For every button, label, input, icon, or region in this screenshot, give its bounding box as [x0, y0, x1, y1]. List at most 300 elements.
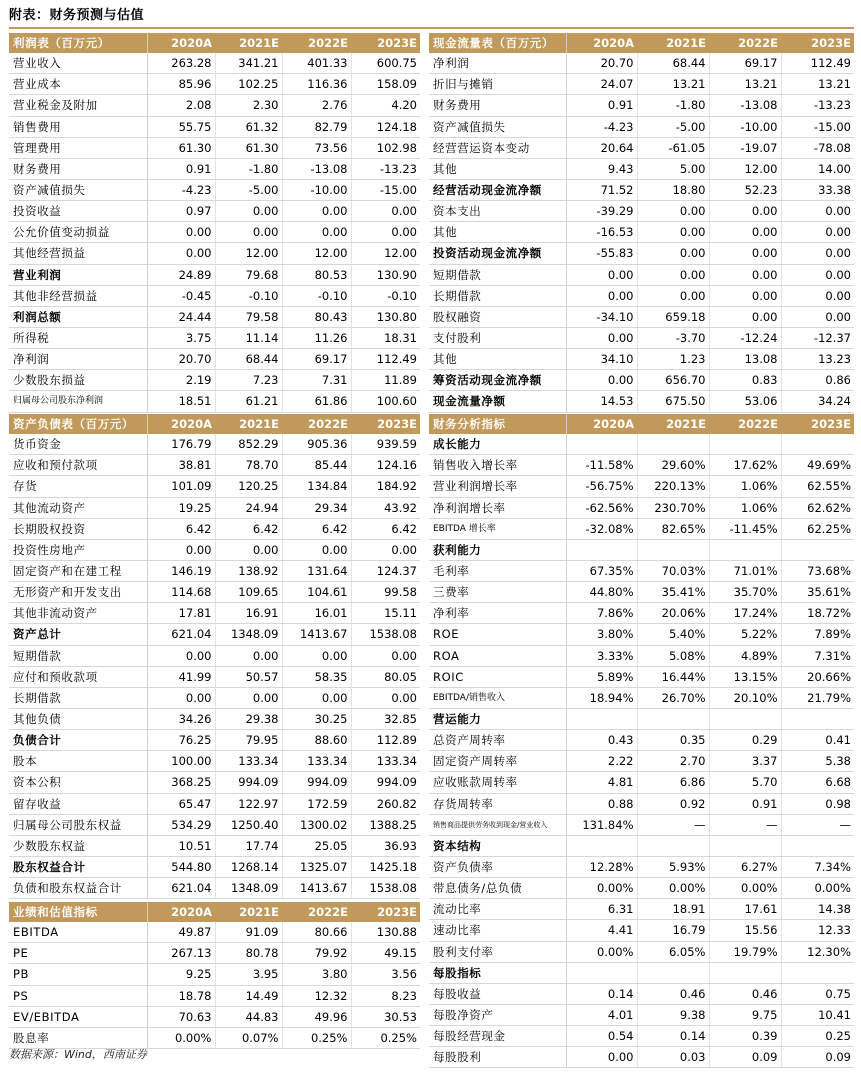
cell-value: 32.85	[351, 708, 420, 729]
table-row	[429, 455, 854, 476]
cell-value: 994.09	[282, 772, 351, 793]
table-row	[429, 391, 854, 412]
cell-value: 30.25	[282, 708, 351, 729]
year-header: 2020A	[566, 414, 637, 434]
row-label: PB	[9, 964, 147, 985]
cell-value: 0.00	[147, 539, 215, 560]
cell-value: 0.00	[781, 243, 854, 264]
cell-value: -3.70	[637, 327, 709, 348]
row-label: 总资产周转率	[429, 730, 566, 751]
cell-value	[637, 835, 709, 856]
cell-value: 1348.09	[215, 878, 282, 899]
table-row	[9, 985, 420, 1006]
cell-value: 24.89	[147, 264, 215, 285]
cell-value: -11.58%	[566, 455, 637, 476]
cell-value: 12.33	[781, 920, 854, 941]
table-row	[9, 201, 420, 222]
cell-value: -1.80	[215, 158, 282, 179]
cell-value: 3.37	[709, 751, 781, 772]
cell-value: 12.32	[282, 985, 351, 1006]
cell-value: 1348.09	[215, 624, 282, 645]
table-row	[9, 264, 420, 285]
row-label: 资本支出	[429, 201, 566, 222]
cell-value: 79.68	[215, 264, 282, 285]
cell-value: 13.23	[781, 349, 854, 370]
row-label: 留存收益	[9, 793, 147, 814]
table-row	[429, 116, 854, 137]
row-label: 净利润	[429, 53, 566, 74]
row-label: 财务费用	[9, 158, 147, 179]
table-row	[429, 941, 854, 962]
table-row	[429, 264, 854, 285]
cell-value: 34.24	[781, 391, 854, 412]
table-row	[429, 730, 854, 751]
cell-value: 3.33%	[566, 645, 637, 666]
cell-value	[566, 539, 637, 560]
cell-value: 0.00	[282, 645, 351, 666]
cell-value: 0.00	[566, 327, 637, 348]
cell-value: 69.17	[282, 349, 351, 370]
cell-value: 29.34	[282, 497, 351, 518]
row-label: 每股经营现金	[429, 1026, 566, 1047]
cell-value: 91.09	[215, 922, 282, 943]
cell-value: 35.41%	[637, 582, 709, 603]
table-title: 利润表（百万元）	[9, 33, 147, 53]
year-header: 2023E	[781, 33, 854, 53]
cell-value: 0.86	[781, 370, 854, 391]
table-row	[9, 179, 420, 200]
year-header: 2021E	[215, 414, 282, 434]
cell-value: -1.80	[637, 95, 709, 116]
cell-value: 13.21	[709, 74, 781, 95]
cell-value: 61.21	[215, 391, 282, 412]
cell-value: 0.00	[215, 687, 282, 708]
row-label: 资产减值损失	[9, 179, 147, 200]
cell-value: 675.50	[637, 391, 709, 412]
cell-value: 41.99	[147, 666, 215, 687]
cell-value	[781, 708, 854, 729]
cell-value: 0.00	[351, 222, 420, 243]
cell-value: 3.75	[147, 327, 215, 348]
cell-value: 1413.67	[282, 624, 351, 645]
cell-value: 7.23	[215, 370, 282, 391]
cell-value: 4.81	[566, 772, 637, 793]
cell-value: 18.91	[637, 899, 709, 920]
cell-value: -5.00	[215, 179, 282, 200]
row-label: 固定资产和在建工程	[9, 560, 147, 581]
cell-value: 0.00%	[637, 878, 709, 899]
cell-value: 20.06%	[637, 603, 709, 624]
cell-value: 260.82	[351, 793, 420, 814]
cell-value: 0.00	[566, 1047, 637, 1068]
row-label: 每股净资产	[429, 1004, 566, 1025]
cell-value: 34.26	[147, 708, 215, 729]
table-row	[9, 751, 420, 772]
cell-value: 85.96	[147, 74, 215, 95]
table-row	[9, 772, 420, 793]
cell-value: 1538.08	[351, 878, 420, 899]
cell-value: 0.98	[781, 793, 854, 814]
table-row	[9, 645, 420, 666]
cell-value: 16.44%	[637, 666, 709, 687]
table-row	[429, 708, 854, 729]
cell-value: 116.36	[282, 74, 351, 95]
valuation-header-row	[9, 902, 420, 922]
row-label: EBITDA	[9, 922, 147, 943]
table-row	[429, 983, 854, 1004]
cell-value: 49.96	[282, 1006, 351, 1027]
year-header: 2023E	[351, 414, 420, 434]
cell-value: 53.06	[709, 391, 781, 412]
year-header: 2020A	[147, 33, 215, 53]
table-row	[9, 1006, 420, 1027]
year-header: 2021E	[637, 414, 709, 434]
cell-value: -4.23	[566, 116, 637, 137]
valuation-table	[9, 902, 420, 1049]
year-header: 2020A	[566, 33, 637, 53]
table-row	[429, 772, 854, 793]
cell-value: 17.74	[215, 835, 282, 856]
row-label: 其他	[429, 222, 566, 243]
cell-value: 10.41	[781, 1004, 854, 1025]
financial-ratios-table	[429, 414, 854, 1068]
row-label: 销售收入增长率	[429, 455, 566, 476]
cell-value: 0.09	[781, 1047, 854, 1068]
cell-value: 1325.07	[282, 856, 351, 877]
cell-value: 19.25	[147, 497, 215, 518]
cell-value: 3.80%	[566, 624, 637, 645]
cell-value: 12.28%	[566, 856, 637, 877]
table-row	[429, 327, 854, 348]
cell-value: -13.23	[351, 158, 420, 179]
cell-value: 401.33	[282, 53, 351, 74]
row-label: 现金流量净额	[429, 391, 566, 412]
cell-value: 70.63	[147, 1006, 215, 1027]
table-row	[9, 666, 420, 687]
row-label: EV/EBITDA	[9, 1006, 147, 1027]
cell-value: 62.62%	[781, 497, 854, 518]
cell-value: 5.40%	[637, 624, 709, 645]
table-row	[9, 518, 420, 539]
cell-value: 6.86	[637, 772, 709, 793]
row-label: 财务费用	[429, 95, 566, 116]
cell-value: 15.56	[709, 920, 781, 941]
table-row	[9, 349, 420, 370]
cell-value: 29.38	[215, 708, 282, 729]
cell-value: 0.00	[566, 264, 637, 285]
cell-value: 12.00	[215, 243, 282, 264]
cell-value: 61.30	[215, 137, 282, 158]
cell-value: 44.83	[215, 1006, 282, 1027]
cell-value: 0.00	[282, 687, 351, 708]
cell-value: 130.90	[351, 264, 420, 285]
row-label: 股本	[9, 751, 147, 772]
cell-value: -12.37	[781, 327, 854, 348]
table-row	[9, 391, 420, 412]
table-row	[429, 285, 854, 306]
cell-value: 0.00	[709, 222, 781, 243]
cell-value: 4.89%	[709, 645, 781, 666]
cell-value: 80.43	[282, 306, 351, 327]
cell-value: —	[637, 814, 709, 835]
cell-value: 35.70%	[709, 582, 781, 603]
table-row	[429, 814, 854, 835]
cell-value: 70.03%	[637, 560, 709, 581]
row-label: 长期借款	[429, 285, 566, 306]
cell-value: 0.91	[147, 158, 215, 179]
cell-value: 0.00	[215, 539, 282, 560]
cell-value: 52.23	[709, 179, 781, 200]
row-label: 投资收益	[9, 201, 147, 222]
row-label: 股权融资	[429, 306, 566, 327]
table-row	[9, 74, 420, 95]
cell-value: 18.72%	[781, 603, 854, 624]
year-header: 2023E	[351, 33, 420, 53]
row-label: 毛利率	[429, 560, 566, 581]
cell-value: 131.84%	[566, 814, 637, 835]
cell-value: 5.89%	[566, 666, 637, 687]
table-row	[429, 1047, 854, 1068]
cell-value: 100.60	[351, 391, 420, 412]
table-row	[429, 962, 854, 983]
cell-value: 99.58	[351, 582, 420, 603]
table-row	[9, 243, 420, 264]
ratios-header-row	[429, 414, 854, 434]
cell-value: 0.00%	[709, 878, 781, 899]
cell-value: 14.00	[781, 158, 854, 179]
row-label: 其他	[429, 349, 566, 370]
row-label: 利润总额	[9, 306, 147, 327]
cell-value: 2.19	[147, 370, 215, 391]
cell-value: 0.75	[781, 983, 854, 1004]
row-label: 其他	[429, 158, 566, 179]
row-label: 其他流动资产	[9, 497, 147, 518]
row-label: 应收账款周转率	[429, 772, 566, 793]
cell-value: 18.78	[147, 985, 215, 1006]
table-row	[9, 603, 420, 624]
row-label: 应付和预收款项	[9, 666, 147, 687]
row-label: 负债和股东权益合计	[9, 878, 147, 899]
cell-value: 16.01	[282, 603, 351, 624]
table-row	[429, 835, 854, 856]
cell-value: 69.17	[709, 53, 781, 74]
cell-value: 9.43	[566, 158, 637, 179]
row-label: 短期借款	[9, 645, 147, 666]
cell-value	[566, 434, 637, 455]
cell-value: 62.25%	[781, 518, 854, 539]
row-label: 筹资活动现金流净额	[429, 370, 566, 391]
table-row	[429, 1026, 854, 1047]
cell-value: 3.80	[282, 964, 351, 985]
cell-value: 114.68	[147, 582, 215, 603]
cell-value: -62.56%	[566, 497, 637, 518]
cell-value: 0.00%	[566, 878, 637, 899]
row-label: 公允价值变动损益	[9, 222, 147, 243]
cell-value: -55.83	[566, 243, 637, 264]
cell-value: 112.49	[351, 349, 420, 370]
cell-value: 79.58	[215, 306, 282, 327]
table-row	[9, 222, 420, 243]
table-row	[429, 751, 854, 772]
row-label: 所得税	[9, 327, 147, 348]
cell-value: -0.10	[282, 285, 351, 306]
cell-value: 80.53	[282, 264, 351, 285]
balance-sheet-table	[9, 414, 420, 899]
table-title: 业绩和估值指标	[9, 902, 147, 922]
table-row	[429, 856, 854, 877]
cell-value: 33.38	[781, 179, 854, 200]
cell-value	[566, 708, 637, 729]
cell-value: 0.00	[282, 539, 351, 560]
cell-value: 18.94%	[566, 687, 637, 708]
row-label: EBITDA 增长率	[429, 518, 566, 539]
cell-value	[709, 708, 781, 729]
table-title: 财务分析指标	[429, 414, 566, 434]
cell-value: 0.00	[147, 645, 215, 666]
cell-value: 1.06%	[709, 476, 781, 497]
cell-value: 534.29	[147, 814, 215, 835]
cell-value: 0.25	[781, 1026, 854, 1047]
cell-value: 267.13	[147, 943, 215, 964]
row-label: 销售商品提供劳务收到现金/营业收入	[429, 814, 566, 835]
table-row	[9, 95, 420, 116]
cell-value	[781, 434, 854, 455]
cell-value: 13.21	[781, 74, 854, 95]
row-label: 资本公积	[9, 772, 147, 793]
table-row	[9, 497, 420, 518]
cell-value: 0.00	[637, 201, 709, 222]
cashflow-table	[429, 33, 854, 413]
cell-value: 30.53	[351, 1006, 420, 1027]
cell-value: 0.00	[637, 285, 709, 306]
cell-value: 0.00%	[781, 878, 854, 899]
cell-value: 109.65	[215, 582, 282, 603]
table-row	[429, 793, 854, 814]
cell-value	[781, 539, 854, 560]
cell-value: -16.53	[566, 222, 637, 243]
year-header: 2020A	[147, 902, 215, 922]
table-row	[429, 497, 854, 518]
cell-value: 12.00	[282, 243, 351, 264]
table-row	[9, 687, 420, 708]
row-label: 归属母公司股东权益	[9, 814, 147, 835]
cell-value: 544.80	[147, 856, 215, 877]
row-label: 流动比率	[429, 899, 566, 920]
table-row	[9, 137, 420, 158]
row-label: PS	[9, 985, 147, 1006]
valuation-section	[9, 902, 420, 1049]
cell-value: 71.01%	[709, 560, 781, 581]
cell-value: 18.31	[351, 327, 420, 348]
table-row	[429, 137, 854, 158]
cell-value: 124.16	[351, 455, 420, 476]
table-row	[429, 666, 854, 687]
cell-value: 6.42	[351, 518, 420, 539]
cell-value: 6.05%	[637, 941, 709, 962]
table-row	[429, 158, 854, 179]
cell-value: -56.75%	[566, 476, 637, 497]
cell-value: 122.97	[215, 793, 282, 814]
row-label: 资产负债率	[429, 856, 566, 877]
cell-value: 0.00	[566, 370, 637, 391]
row-label: 固定资产周转率	[429, 751, 566, 772]
cell-value: 2.76	[282, 95, 351, 116]
cell-value: 20.70	[147, 349, 215, 370]
table-row	[429, 645, 854, 666]
cell-value: -34.10	[566, 306, 637, 327]
cell-value	[709, 539, 781, 560]
table-row	[9, 158, 420, 179]
cell-value: 49.15	[351, 943, 420, 964]
row-label: 其他非流动资产	[9, 603, 147, 624]
row-label: ROE	[429, 624, 566, 645]
cell-value: 0.43	[566, 730, 637, 751]
cell-value: 600.75	[351, 53, 420, 74]
cell-value: 61.86	[282, 391, 351, 412]
table-row	[429, 878, 854, 899]
row-label: 支付股利	[429, 327, 566, 348]
cell-value: 0.25%	[282, 1027, 351, 1048]
cell-value: 0.00	[215, 222, 282, 243]
cell-value: 12.00	[351, 243, 420, 264]
cell-value	[637, 962, 709, 983]
cell-value: 73.68%	[781, 560, 854, 581]
table-row	[429, 539, 854, 560]
cell-value: 0.00	[781, 201, 854, 222]
cell-value: -32.08%	[566, 518, 637, 539]
row-label: 每股收益	[429, 983, 566, 1004]
cashflow-header-row	[429, 33, 854, 53]
cell-value: -15.00	[781, 116, 854, 137]
table-row	[429, 476, 854, 497]
cell-value: 79.92	[282, 943, 351, 964]
cell-value: 16.79	[637, 920, 709, 941]
cell-value: 0.00	[215, 201, 282, 222]
cell-value: 18.51	[147, 391, 215, 412]
cell-value: 38.81	[147, 455, 215, 476]
cell-value: 6.27%	[709, 856, 781, 877]
cell-value: 0.00	[282, 222, 351, 243]
cell-value: 17.62%	[709, 455, 781, 476]
table-row	[9, 476, 420, 497]
income-header-row	[9, 33, 420, 53]
cell-value: -13.08	[282, 158, 351, 179]
cell-value: 1268.14	[215, 856, 282, 877]
table-row	[9, 539, 420, 560]
cell-value: 120.25	[215, 476, 282, 497]
cell-value: 0.00	[351, 645, 420, 666]
cell-value: 5.22%	[709, 624, 781, 645]
cell-value: 621.04	[147, 624, 215, 645]
cell-value: 13.15%	[709, 666, 781, 687]
cell-value: -15.00	[351, 179, 420, 200]
cell-value: 1300.02	[282, 814, 351, 835]
cell-value: 82.65%	[637, 518, 709, 539]
row-label: 负债合计	[9, 730, 147, 751]
cell-value: 0.00	[781, 264, 854, 285]
row-label: PE	[9, 943, 147, 964]
table-row	[9, 327, 420, 348]
cell-value: 4.20	[351, 95, 420, 116]
table-row	[429, 1004, 854, 1025]
row-label: 存货	[9, 476, 147, 497]
cell-value: 13.08	[709, 349, 781, 370]
table-row	[429, 222, 854, 243]
table-row	[9, 793, 420, 814]
cell-value	[709, 434, 781, 455]
cell-value: 0.00	[637, 222, 709, 243]
cell-value: 659.18	[637, 306, 709, 327]
